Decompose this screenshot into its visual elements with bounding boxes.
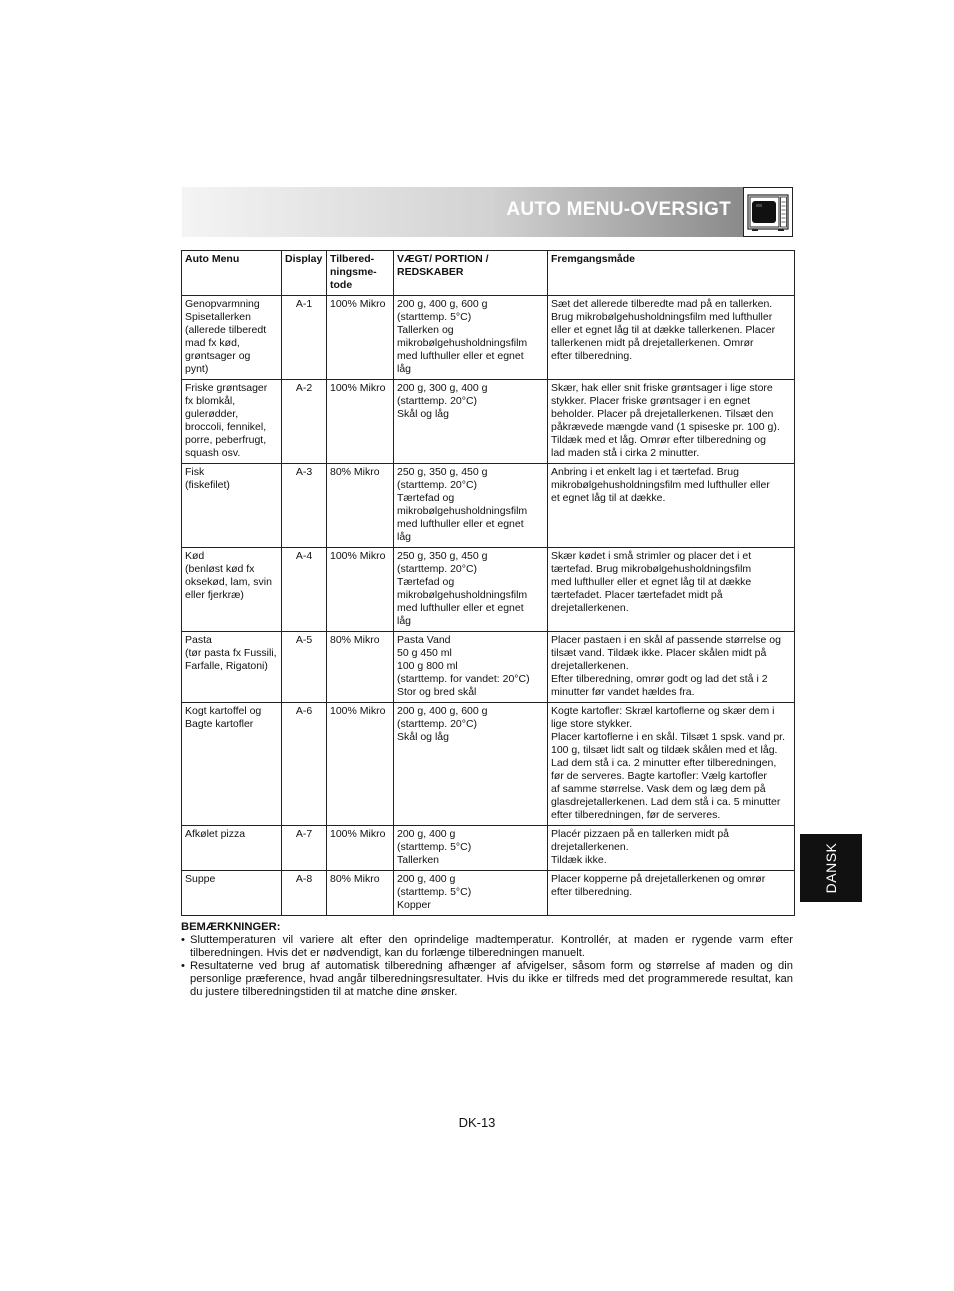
display-cell: A-3	[282, 464, 327, 548]
procedure-cell: Kogte kartofler: Skræl kartoflerne og skær dem i lige store stykker. Placer kartoflerne i en skål. Tilsæt 1 spsk. vand pr. 100 g, tilsæt lidt salt og tildæk skålen med et låg. Lad dem stå i ca. 2 minutter efter tilberedningen, før de serveres. Bagte kartofler: Vælg kartofler af samme størrelse. Vask dem og læg dem på glasdrejetallerkenen. Lad dem stå i ca. 5 minutter efter tilberedningen, før de serveres.	[548, 703, 795, 826]
menu-cell: Kogt kartoffel og Bagte kartofler	[182, 703, 282, 826]
weight-cell: 200 g, 400 g, 600 g (starttemp. 5°C) Tallerken og mikrobølgehusholdningsfilm med lufthuller eller et egnet låg	[394, 296, 548, 380]
procedure-cell: Sæt det allerede tilberedte mad på en tallerken. Brug mikrobølgehusholdningsfilm med lufthuller eller et egnet låg til at dække tallerkenen. Placer tallerkenen midt på drejetallerkenen. Omrør efter tilberedning.	[548, 296, 795, 380]
menu-cell: Suppe	[182, 871, 282, 916]
weight-cell: 200 g, 400 g (starttemp. 5°C) Tallerken	[394, 826, 548, 871]
display-cell: A-6	[282, 703, 327, 826]
bullet: •	[181, 960, 185, 972]
remark-item	[181, 934, 793, 960]
weight-cell: 200 g, 400 g (starttemp. 5°C) Kopper	[394, 871, 548, 916]
method-cell: 80% Mikro	[327, 464, 394, 548]
display-cell: A-8	[282, 871, 327, 916]
method-cell: 100% Mikro	[327, 703, 394, 826]
table-row	[182, 380, 795, 464]
language-tab-label: DANSK	[823, 842, 839, 894]
method-cell: 100% Mikro	[327, 548, 394, 632]
procedure-cell: Placer kopperne på drejetallerkenen og omrør efter tilberedning.	[548, 871, 795, 916]
menu-cell: Kød (benløst kød fx oksekød, lam, svin eller fjerkræ)	[182, 548, 282, 632]
page-number: DK-13	[458, 1115, 496, 1130]
column-header-method: Tilbered- ningsme- tode	[327, 251, 394, 296]
menu-cell: Pasta (tør pasta fx Fussili, Farfalle, Rigatoni)	[182, 632, 282, 703]
method-cell: 100% Mikro	[327, 826, 394, 871]
table-row	[182, 703, 795, 826]
table-header-row	[182, 251, 795, 296]
procedure-cell: Skær kødet i små strimler og placer det i et tærtefad. Brug mikrobølgehusholdningsfilm med lufthuller eller et egnet låg til at dække tærtefadet. Placer tærtefadet midt på drejetallerkenen.	[548, 548, 795, 632]
page-title: AUTO MENU-OVERSIGT	[506, 199, 731, 220]
display-cell: A-7	[282, 826, 327, 871]
display-cell: A-4	[282, 548, 327, 632]
menu-cell: Afkølet pizza	[182, 826, 282, 871]
method-cell: 100% Mikro	[327, 380, 394, 464]
weight-cell: 200 g, 300 g, 400 g (starttemp. 20°C) Skål og låg	[394, 380, 548, 464]
auto-menu-table	[181, 250, 795, 916]
table-row	[182, 296, 795, 380]
table-row	[182, 548, 795, 632]
menu-cell: Fisk (fiskefilet)	[182, 464, 282, 548]
display-cell: A-2	[282, 380, 327, 464]
column-header-display: Display	[282, 251, 327, 296]
remarks-section	[181, 921, 793, 999]
procedure-cell: Placer pastaen i en skål af passende størrelse og tilsæt vand. Tildæk ikke. Placer skålen midt på drejetallerkenen. Efter tilberedning, omrør godt og lad det stå i 2 minutter før vandet hældes fra.	[548, 632, 795, 703]
header-bar	[182, 187, 743, 237]
table-row	[182, 826, 795, 871]
weight-cell: 250 g, 350 g, 450 g (starttemp. 20°C) Tærtefad og mikrobølgehusholdningsfilm med lufthuller eller et egnet låg	[394, 548, 548, 632]
table-row	[182, 632, 795, 703]
remarks-title: BEMÆRKNINGER:	[181, 921, 281, 933]
column-header-weight: VÆGT/ PORTION / REDSKABER	[394, 251, 548, 296]
procedure-cell: Anbring i et enkelt lag i et tærtefad. Brug mikrobølgehusholdningsfilm med lufthuller eller et egnet låg til at dække.	[548, 464, 795, 548]
menu-cell: Friske grøntsager fx blomkål, gulerødder, broccoli, fennikel, porre, peberfrugt, squash osv.	[182, 380, 282, 464]
method-cell: 80% Mikro	[327, 632, 394, 703]
remark-text: Sluttemperaturen vil variere alt efter den oprindelige madtemperatur. Kontrollér, at maden er rygende varm efter tilberedningen. Hvis det er nødvendigt, kan du forlænge tilberedningen manuelt.	[190, 934, 793, 959]
method-cell: 100% Mikro	[327, 296, 394, 380]
procedure-cell: Placér pizzaen på en tallerken midt på drejetallerkenen. Tildæk ikke.	[548, 826, 795, 871]
display-cell: A-1	[282, 296, 327, 380]
column-header-procedure: Fremgangsmåde	[548, 251, 795, 296]
language-tab	[800, 834, 862, 902]
remark-item	[181, 960, 793, 999]
microwave-icon	[743, 187, 793, 237]
table-row	[182, 464, 795, 548]
bullet: •	[181, 934, 185, 946]
procedure-cell: Skær, hak eller snit friske grøntsager i lige store stykker. Placer friske grøntsager i en egnet beholder. Placer på drejetallerkenen. Tilsæt den påkrævede mængde vand (1 spiseske pr. 100 g). Tildæk med et låg. Omrør efter tilberedning og lad maden stå i cirka 2 minutter.	[548, 380, 795, 464]
weight-cell: Pasta Vand 50 g 450 ml 100 g 800 ml (starttemp. for vandet: 20°C) Stor og bred skål	[394, 632, 548, 703]
table-row	[182, 871, 795, 916]
weight-cell: 250 g, 350 g, 450 g (starttemp. 20°C) Tærtefad og mikrobølgehusholdningsfilm med lufthuller eller et egnet låg	[394, 464, 548, 548]
column-header-auto-menu: Auto Menu	[182, 251, 282, 296]
menu-cell: Genopvarmning Spisetallerken (allerede tilberedt mad fx kød, grøntsager og pynt)	[182, 296, 282, 380]
method-cell: 80% Mikro	[327, 871, 394, 916]
display-cell: A-5	[282, 632, 327, 703]
weight-cell: 200 g, 400 g, 600 g (starttemp. 20°C) Skål og låg	[394, 703, 548, 826]
remark-text: Resultaterne ved brug af automatisk tilberedning afhænger af afvigelser, såsom form og størrelse af maden og din personlige præference, hvad angår tilberedningsresultater. Hvis du ikke er tilfreds med det programmerede resultat, kan du justere tilberedningstiden til at matche dine ønsker.	[190, 960, 793, 998]
